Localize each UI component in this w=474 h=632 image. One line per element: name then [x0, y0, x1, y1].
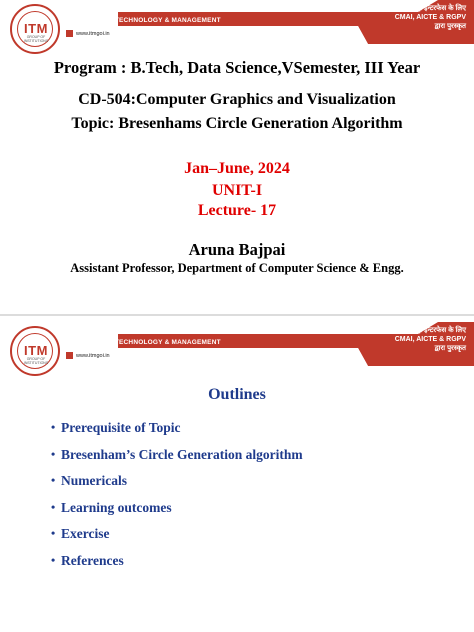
website — [66, 352, 110, 359]
bullet-icon: • — [51, 420, 56, 434]
award-tagline — [395, 4, 466, 31]
list-item-text: Numericals — [61, 473, 127, 489]
bullet-icon: • — [51, 446, 56, 461]
program-heading: Program : B.Tech, Data Science,VSemester, III Year — [53, 58, 421, 77]
session-text: Jan–June, 2024 — [184, 160, 290, 177]
header-banner — [0, 0, 474, 56]
outlines-title: Outlines — [208, 386, 266, 403]
bullet-icon: • — [51, 499, 56, 514]
list-item — [51, 500, 303, 527]
website — [66, 30, 110, 37]
tagline-line-3: द्वारा पुरस्कृत — [434, 23, 466, 30]
list-item — [51, 473, 303, 500]
list-item-text: Bresenham’s Circle Generation algorithm — [61, 446, 303, 462]
itm-logo — [10, 4, 60, 54]
list-item — [51, 553, 303, 580]
globe-icon — [66, 30, 73, 37]
author-name: Aruna Bajpai — [188, 240, 286, 259]
list-item-text: References — [61, 552, 124, 568]
tagline-line-2: CMAI, AICTE & RGPV — [394, 336, 466, 343]
bullet-icon: • — [51, 552, 56, 567]
logo-subtext: GROUP OF INSTITUTIONS — [23, 357, 49, 365]
topic-title: Topic: Bresenhams Circle Generation Algorithm — [71, 115, 403, 132]
website-text: www.itmgoi.in — [76, 352, 110, 359]
logo-text: ITM — [24, 21, 48, 36]
list-item-text: Exercise — [61, 526, 110, 542]
logo-subtext: GROUP OF INSTITUTIONS — [23, 35, 49, 43]
tagline-line-1: श्रेष्ठ इंडस्ट्री इन्टरफेस के लिए — [395, 327, 466, 334]
itm-logo — [10, 326, 60, 376]
unit-text: UNIT-I — [211, 182, 263, 199]
award-tagline — [395, 326, 466, 353]
tagline-line-2: CMAI, AICTE & RGPV — [394, 14, 466, 21]
institute-name: INSTITUTE OF TECHNOLOGY & MANAGEMENT — [66, 339, 221, 346]
list-item — [51, 420, 303, 447]
tagline-line-1: श्रेष्ठ इंडस्ट्री इन्टरफेस के लिए — [395, 5, 466, 12]
lecture-number: Lecture- 17 — [197, 202, 277, 219]
bullet-icon: • — [51, 526, 56, 541]
institute-name: INSTITUTE OF TECHNOLOGY & MANAGEMENT — [66, 17, 221, 24]
list-item-text: Prerequisite of Topic — [61, 420, 181, 435]
bullet-icon: • — [51, 473, 56, 488]
globe-icon — [66, 352, 73, 359]
course-title: CD-504:Computer Graphics and Visualization — [78, 91, 396, 108]
list-item — [51, 447, 303, 474]
logo-text: ITM — [24, 343, 48, 358]
list-item — [51, 526, 303, 553]
outline-list — [51, 420, 303, 580]
website-text: www.itmgoi.in — [76, 30, 110, 37]
author-designation: Assistant Professor, Department of Computer Science & Engg. — [70, 261, 404, 275]
header-banner — [0, 322, 474, 378]
outlines-slide — [0, 316, 474, 632]
list-item-text: Learning outcomes — [61, 499, 172, 515]
tagline-line-3: द्वारा पुरस्कृत — [434, 345, 466, 352]
